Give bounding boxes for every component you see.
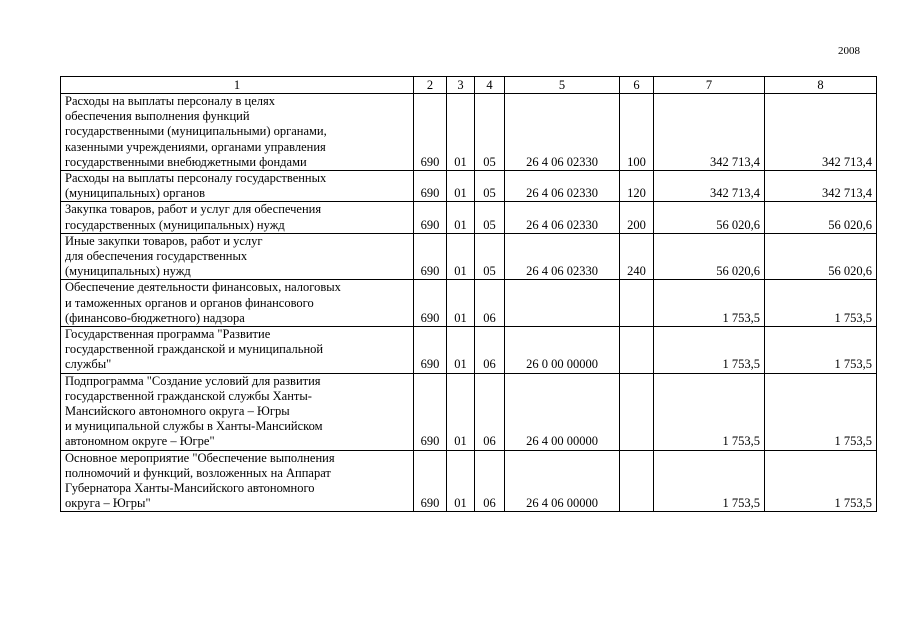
ministry-code-cell: 690 (414, 233, 447, 280)
section-code-cell: 01 (447, 94, 475, 171)
row-name-line: обеспечения выполнения функций (65, 109, 250, 124)
row-name-line: службы" (65, 357, 112, 372)
amount-col8-cell: 56 020,6 (765, 202, 877, 233)
target-article-cell: 26 4 06 02330 (505, 94, 620, 171)
row-name-line: Расходы на выплаты персоналу государственных (65, 171, 327, 186)
table-row (61, 450, 877, 512)
row-name-line: и муниципальной службы в Ханты-Мансийском (65, 419, 323, 434)
expense-type-cell: 200 (620, 202, 654, 233)
amount-col8-cell: 1 753,5 (765, 373, 877, 450)
ministry-code-cell: 690 (414, 280, 447, 327)
header-cell-5: 5 (505, 77, 620, 94)
row-name-cell (61, 280, 414, 327)
subsection-code-cell: 06 (475, 373, 505, 450)
ministry-code-cell: 690 (414, 373, 447, 450)
subsection-code-cell: 05 (475, 94, 505, 171)
target-article-cell: 26 0 00 00000 (505, 327, 620, 374)
amount-col7-cell: 342 713,4 (654, 94, 765, 171)
row-name-line: Губернатора Ханты-Мансийского автономного (65, 481, 315, 496)
page-number: 2008 (838, 45, 860, 57)
row-name-line: государственной гражданской и муниципальной (65, 342, 324, 357)
row-name-line: автономном округе – Югре" (65, 434, 215, 449)
amount-col8-cell: 1 753,5 (765, 280, 877, 327)
expense-type-cell (620, 280, 654, 327)
header-cell-3: 3 (447, 77, 475, 94)
header-cell-2: 2 (414, 77, 447, 94)
subsection-code-cell: 05 (475, 171, 505, 202)
row-name-line: и таможенных органов и органов финансового (65, 295, 314, 310)
row-name-line: Обеспечение деятельности финансовых, налоговых (65, 280, 341, 295)
amount-col7-cell: 342 713,4 (654, 171, 765, 202)
expense-type-cell (620, 450, 654, 512)
row-name-line: Государственная программа "Развитие (65, 327, 271, 342)
expense-type-cell: 100 (620, 94, 654, 171)
header-cell-1: 1 (61, 77, 414, 94)
target-article-cell: 26 4 06 02330 (505, 202, 620, 233)
target-article-cell (505, 280, 620, 327)
target-article-cell: 26 4 06 02330 (505, 171, 620, 202)
section-code-cell: 01 (447, 202, 475, 233)
section-code-cell: 01 (447, 233, 475, 280)
row-name-cell (61, 327, 414, 374)
expense-type-cell (620, 327, 654, 374)
ministry-code-cell: 690 (414, 202, 447, 233)
amount-col8-cell: 342 713,4 (765, 171, 877, 202)
target-article-cell: 26 4 00 00000 (505, 373, 620, 450)
row-name-cell (61, 233, 414, 280)
expense-type-cell: 240 (620, 233, 654, 280)
section-code-cell: 01 (447, 171, 475, 202)
subsection-code-cell: 05 (475, 202, 505, 233)
amount-col7-cell: 1 753,5 (654, 280, 765, 327)
expense-type-cell: 120 (620, 171, 654, 202)
amount-col7-cell: 1 753,5 (654, 450, 765, 512)
table-header-row (61, 77, 877, 94)
row-name-line: (муниципальных) органов (65, 186, 206, 201)
subsection-code-cell: 05 (475, 233, 505, 280)
subsection-code-cell: 06 (475, 280, 505, 327)
amount-col7-cell: 56 020,6 (654, 202, 765, 233)
row-name-line: Закупка товаров, работ и услуг для обеспечения (65, 202, 322, 217)
section-code-cell: 01 (447, 373, 475, 450)
table-row (61, 233, 877, 280)
row-name-line: государственных (муниципальных) нужд (65, 217, 285, 232)
row-name-cell (61, 202, 414, 233)
header-cell-8: 8 (765, 77, 877, 94)
table-row (61, 327, 877, 374)
row-name-line: (финансово-бюджетного) надзора (65, 310, 245, 325)
ministry-code-cell: 690 (414, 327, 447, 374)
row-name-line: Иные закупки товаров, работ и услуг (65, 233, 263, 248)
amount-col7-cell: 56 020,6 (654, 233, 765, 280)
table-row (61, 202, 877, 233)
ministry-code-cell: 690 (414, 94, 447, 171)
row-name-cell (61, 94, 414, 171)
subsection-code-cell: 06 (475, 327, 505, 374)
row-name-cell (61, 373, 414, 450)
row-name-line: для обеспечения государственных (65, 249, 248, 264)
table-row (61, 280, 877, 327)
target-article-cell: 26 4 06 00000 (505, 450, 620, 512)
section-code-cell: 01 (447, 450, 475, 512)
row-name-line: государственными внебюджетными фондами (65, 154, 307, 169)
amount-col8-cell: 56 020,6 (765, 233, 877, 280)
ministry-code-cell: 690 (414, 171, 447, 202)
row-name-line: округа – Югры" (65, 496, 151, 511)
header-cell-6: 6 (620, 77, 654, 94)
row-name-line: Основное мероприятие "Обеспечение выполнения (65, 450, 335, 465)
table-row (61, 171, 877, 202)
row-name-line: полномочий и функций, возложенных на Аппарат (65, 465, 331, 480)
amount-col8-cell: 1 753,5 (765, 327, 877, 374)
budget-table (60, 76, 877, 512)
row-name-line: казенными учреждениями, органами управления (65, 139, 326, 154)
row-name-line: Расходы на выплаты персоналу в целях (65, 94, 275, 108)
header-cell-7: 7 (654, 77, 765, 94)
row-name-line: государственной гражданской службы Ханты- (65, 388, 312, 403)
amount-col8-cell: 342 713,4 (765, 94, 877, 171)
header-cell-4: 4 (475, 77, 505, 94)
amount-col7-cell: 1 753,5 (654, 373, 765, 450)
row-name-cell (61, 171, 414, 202)
row-name-cell (61, 450, 414, 512)
row-name-line: (муниципальных) нужд (65, 264, 191, 279)
table-row (61, 94, 877, 171)
subsection-code-cell: 06 (475, 450, 505, 512)
expense-type-cell (620, 373, 654, 450)
section-code-cell: 01 (447, 280, 475, 327)
row-name-line: Подпрограмма "Создание условий для развития (65, 373, 321, 388)
ministry-code-cell: 690 (414, 450, 447, 512)
row-name-line: Мансийского автономного округа – Югры (65, 404, 290, 419)
amount-col8-cell: 1 753,5 (765, 450, 877, 512)
amount-col7-cell: 1 753,5 (654, 327, 765, 374)
row-name-line: государственными (муниципальными) органами, (65, 124, 327, 139)
table-row (61, 373, 877, 450)
section-code-cell: 01 (447, 327, 475, 374)
target-article-cell: 26 4 06 02330 (505, 233, 620, 280)
